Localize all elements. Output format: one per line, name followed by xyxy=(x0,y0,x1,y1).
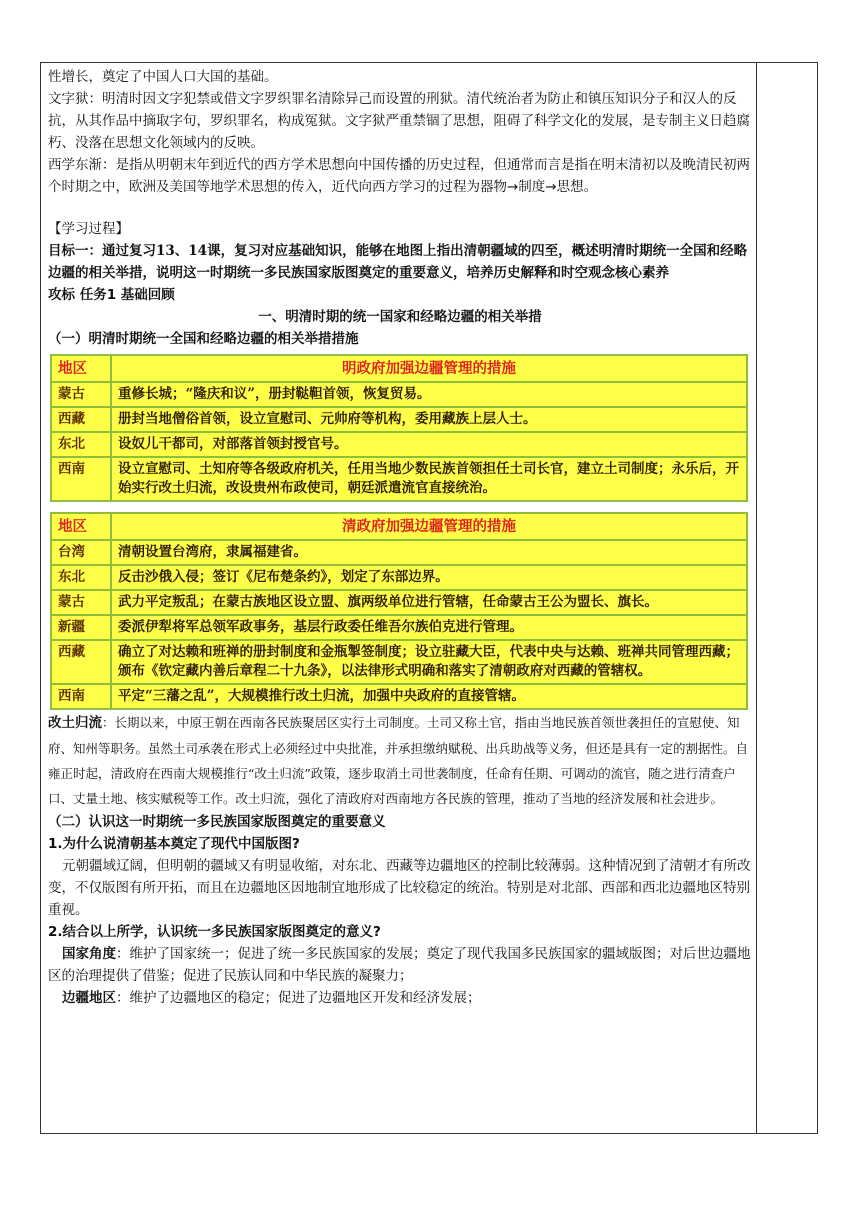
subsection-one: （一）明清时期统一全国和经略边疆的相关举措措施 xyxy=(48,331,359,347)
region-cell: 西藏 xyxy=(51,407,111,432)
gaituguiliu-paragraph xyxy=(48,710,752,811)
region-cell: 西南 xyxy=(51,684,111,709)
measure-cell: 委派伊犁将军总领军政事务，基层行政委任维吾尔族伯克进行管理。 xyxy=(111,615,747,640)
gaituguiliu-text: ：长期以来，中原王朝在西南各民族聚居区实行土司制度。土司又称土官，指由当地民族首领世袭担任的宣慰使、知府、知州等职务。虽然土司承袭在形式上必须经过中央批准，并承担缴纳赋税、出兵助战等义务，但还是具有一定的割据性。自雍正时起，清政府在西南大规模推行“改土归流”政策，逐步取消土司世袭制度，任命有任期、可调动的流官，随之进行清查户口、丈量土地、核实赋税等工作。改土归流，强化了清政府对西南地方各民族的管理，推动了当地的经济发展和社会进步。 xyxy=(48,715,749,806)
border-text: ：维护了边疆地区的稳定；促进了边疆地区开发和经济发展； xyxy=(116,990,481,1006)
region-cell: 东北 xyxy=(51,432,111,457)
measure-cell: 武力平定叛乱；在蒙古族地区设立盟、旗两级单位进行管辖，任命蒙古王公为盟长、旗长。 xyxy=(111,590,747,615)
qing-measures-table xyxy=(50,512,748,710)
main-content xyxy=(48,66,752,1009)
task-heading: 攻标 任务1 基础回顾 xyxy=(48,287,175,303)
measure-cell: 确立了对达赖和班禅的册封制度和金瓶掣签制度；设立驻藏大臣，代表中央与达赖、班禅共同管理西藏；颁布《钦定藏内善后章程二十九条》，以法律形式明确和落实了清朝政府对西藏的管辖权。 xyxy=(111,640,747,684)
region-cell: 西南 xyxy=(51,457,111,501)
qing-header-caption: 清政府加强边疆管理的措施 xyxy=(111,513,747,540)
national-label: 国家角度 xyxy=(62,946,116,962)
subsection-two: （二）认识这一时期统一多民族国家版图奠定的重要意义 xyxy=(48,814,386,830)
table-row xyxy=(51,684,747,709)
measure-cell: 反击沙俄入侵；签订《尼布楚条约》，划定了东部边界。 xyxy=(111,565,747,590)
region-cell: 新疆 xyxy=(51,615,111,640)
table-row xyxy=(51,432,747,457)
section-title: 一、明清时期的统一国家和经略边疆的相关举措 xyxy=(258,309,542,325)
region-cell: 蒙古 xyxy=(51,382,111,407)
process-heading: 【学习过程】 xyxy=(48,221,129,237)
question-one: 1.为什么说清朝基本奠定了现代中国版图? xyxy=(48,836,300,852)
table-row xyxy=(51,540,747,565)
border-label: 边疆地区 xyxy=(62,990,116,1006)
table-row xyxy=(51,565,747,590)
measure-cell: 设奴儿干都司，对部落首领封授官号。 xyxy=(111,432,747,457)
table-column-divider xyxy=(756,62,757,1134)
qing-table-header xyxy=(51,513,747,540)
xixuedongjian-paragraph: 西学东渐：是指从明朝末年到近代的西方学术思想向中国传播的历史过程，但通常而言是指在明末清初以及晚清民初两个时期之中，欧洲及美国等地学术思想的传入，近代向西方学习的过程为器物→制度→思想。 xyxy=(48,157,750,195)
ming-header-region: 地区 xyxy=(51,355,111,382)
goal-one: 目标一：通过复习13、14课，复习对应基础知识，能够在地图上指出清朝疆域的四至，概述明清时期统一全国和经略边疆的相关举措，说明这一时期统一多民族国家版图奠定的重要意义，培养历史解释和时空观念核心素养 xyxy=(48,243,748,281)
table-row xyxy=(51,590,747,615)
measure-cell: 平定“三藩之乱”，大规模推行改土归流，加强中央政府的直接管辖。 xyxy=(111,684,747,709)
measure-cell: 设立宣慰司、土知府等各级政府机关，任用当地少数民族首领担任土司长官，建立土司制度；永乐后，开始实行改土归流，改设贵州布政使司，朝廷派遣流官直接统治。 xyxy=(111,457,747,501)
national-text: ：维护了国家统一；促进了统一多民族国家的发展；奠定了现代我国多民族国家的疆域版图；对后世边疆地区的治理提供了借鉴；促进了民族认同和中华民族的凝聚力； xyxy=(48,946,751,984)
region-cell: 东北 xyxy=(51,565,111,590)
table-row xyxy=(51,457,747,501)
ming-header-caption: 明政府加强边疆管理的措施 xyxy=(111,355,747,382)
intro-continuation: 性增长，奠定了中国人口大国的基础。 xyxy=(48,69,278,85)
region-cell: 台湾 xyxy=(51,540,111,565)
table-row xyxy=(51,382,747,407)
answer-one: 元朝疆域辽阔，但明朝的疆域又有明显收缩，对东北、西藏等边疆地区的控制比较薄弱。这种情况到了清朝才有所改变，不仅版图有所开拓，而且在边疆地区因地制宜地形成了比较稳定的统治。特别是对北部、西部和西北边疆地区特别重视。 xyxy=(48,858,751,918)
ming-measures-table xyxy=(50,354,748,502)
wenziyu-paragraph: 文字狱：明清时因文字犯禁或借文字罗织罪名清除异己而设置的刑狱。清代统治者为防止和镇压知识分子和汉人的反抗，从其作品中摘取字句，罗织罪名，构成冤狱。文字狱严重禁锢了思想，阻碍了科学文化的发展，是专制主义日趋腐朽、没落在思想文化领域内的反映。 xyxy=(48,91,750,151)
national-perspective xyxy=(48,943,752,987)
ming-table-header xyxy=(51,355,747,382)
measure-cell: 重修长城；“隆庆和议”，册封鞑靼首领，恢复贸易。 xyxy=(111,382,747,407)
qing-header-region: 地区 xyxy=(51,513,111,540)
table-row xyxy=(51,407,747,432)
gaituguiliu-term: 改土归流 xyxy=(48,715,102,731)
region-cell: 蒙古 xyxy=(51,590,111,615)
table-row xyxy=(51,640,747,684)
measure-cell: 册封当地僧俗首领，设立宣慰司、元帅府等机构，委用藏族上层人士。 xyxy=(111,407,747,432)
question-two: 2.结合以上所学，认识统一多民族国家版图奠定的意义? xyxy=(48,924,381,940)
measure-cell: 清朝设置台湾府，隶属福建省。 xyxy=(111,540,747,565)
border-perspective xyxy=(48,987,752,1009)
table-row xyxy=(51,615,747,640)
blank-line xyxy=(48,198,752,218)
region-cell: 西藏 xyxy=(51,640,111,684)
